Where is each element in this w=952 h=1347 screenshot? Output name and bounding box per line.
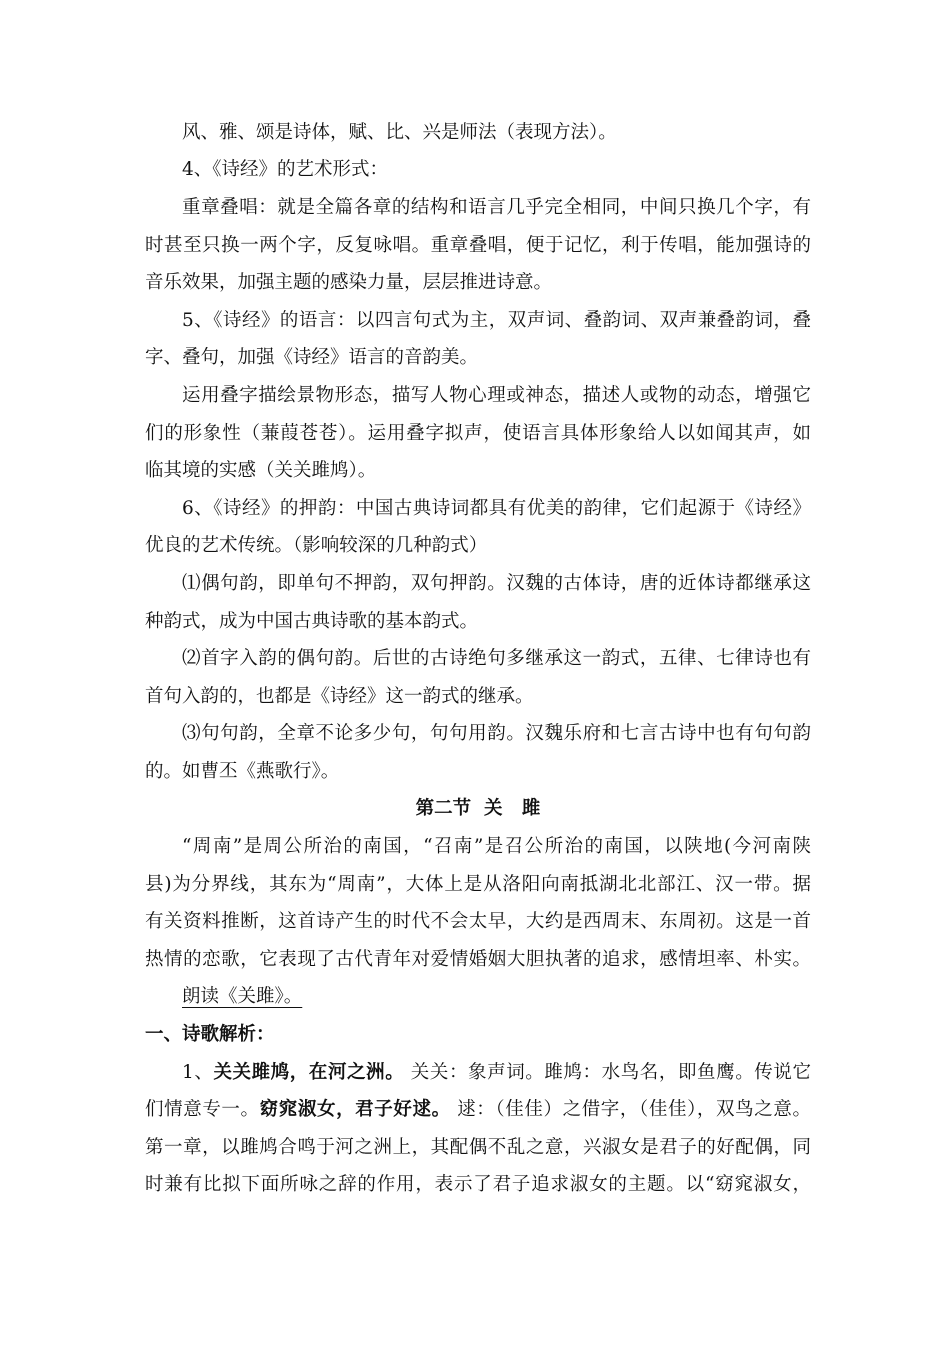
paragraph-line: 6、《诗经》的押韵：中国古典诗词都具有优美的韵律，它们起源于《诗经》 xyxy=(182,498,811,519)
annotation: 们情意专一。 xyxy=(145,1099,260,1120)
annotation: 关关：象声词。雎鸠：水鸟名，即鱼鹰。传说它 xyxy=(410,1062,811,1083)
item-1-line-1 xyxy=(182,1058,811,1088)
paragraph-line: ⑵首字入韵的偶句韵。后世的古诗绝句多继承这一韵式，五律、七律诗也有 xyxy=(182,648,811,669)
paragraph-line: ⑴偶句韵，即单句不押韵，双句押韵。汉魏的古体诗，唐的近体诗都继承这 xyxy=(182,573,811,594)
paragraph-line: 第一章，以雎鸠合鸣于河之洲上，其配偶不乱之意，兴淑女是君子的好配偶，同 xyxy=(145,1137,811,1158)
paragraph-line: 时甚至只换一两个字，反复咏唱。重章叠唱，便于记忆，利于传唱，能加强诗的 xyxy=(145,235,811,256)
poem-phrase: 关关雎鸠，在河之洲。 xyxy=(213,1062,405,1083)
paragraph-line: 4、《诗经》的艺术形式： xyxy=(182,159,389,180)
paragraph-line: 种韵式，成为中国古典诗歌的基本韵式。 xyxy=(145,611,479,632)
paragraph-line: 优良的艺术传统。（影响较深的几种韵式） xyxy=(145,535,488,556)
paragraph-line: ⑶句句韵，全章不论多少句，句句用韵。汉魏乐府和七言古诗中也有句句韵 xyxy=(182,723,811,744)
paragraph-line: 的。如曹丕《燕歌行》。 xyxy=(145,761,340,782)
section-heading: 第二节 关 雎 xyxy=(415,798,541,819)
analysis-heading: 一、诗歌解析： xyxy=(145,1024,275,1045)
paragraph-line: 县)为分界线，其东为“周南”，大体上是从洛阳向南抵湖北北部江、汉一带。据 xyxy=(145,874,811,895)
paragraph-line: 有关资料推断，这首诗产生的时代不会太早，大约是西周末、东周初。这是一首 xyxy=(145,911,811,932)
paragraph-line: 首句入韵的，也都是《诗经》这一韵式的继承。 xyxy=(145,686,534,707)
paragraph-line: 风、雅、颂是诗体，赋、比、兴是师法（表现方法）。 xyxy=(182,122,617,143)
paragraph-line: 重章叠唱：就是全篇各章的结构和语言几乎完全相同，中间只换几个字，有 xyxy=(182,197,811,218)
item-number: 1、 xyxy=(182,1062,214,1083)
poem-phrase: 窈窕淑女，君子好逑。 xyxy=(259,1099,451,1120)
paragraph-line: 运用叠字描绘景物形态，描写人物心理或神态，描述人或物的动态，增强它 xyxy=(182,385,811,406)
annotation: 逑：（佳佳）之借字，（佳佳），双鸟之意。 xyxy=(457,1099,811,1120)
paragraph-line: 热情的恋歌，它表现了古代青年对爱情婚姻大胆执著的追求，感情坦率、朴实。 xyxy=(145,949,811,970)
paragraph-line: 时兼有比拟下面所咏之辞的作用，表示了君子追求淑女的主题。以“窈窕淑女， xyxy=(145,1174,811,1195)
reading-link[interactable]: 朗读《关雎》。 xyxy=(182,986,303,1007)
paragraph-line: “周南”是周公所治的南国，“召南”是召公所治的南国，以陕地(今河南陕 xyxy=(182,836,811,857)
paragraph-line: 临其境的实感（关关雎鸠）。 xyxy=(145,460,377,481)
paragraph-line: 们的形象性（蒹葭苍苍）。运用叠字拟声，使语言具体形象给人以如闻其声，如 xyxy=(145,423,811,444)
paragraph-line: 音乐效果，加强主题的感染力量，层层推进诗意。 xyxy=(145,272,553,293)
paragraph-line: 5、《诗经》的语言：以四言句式为主，双声词、叠韵词、双声兼叠韵词，叠 xyxy=(182,310,811,331)
paragraph-line: 字、叠句，加强《诗经》语言的音韵美。 xyxy=(145,347,479,368)
item-1-line-2 xyxy=(145,1095,811,1125)
